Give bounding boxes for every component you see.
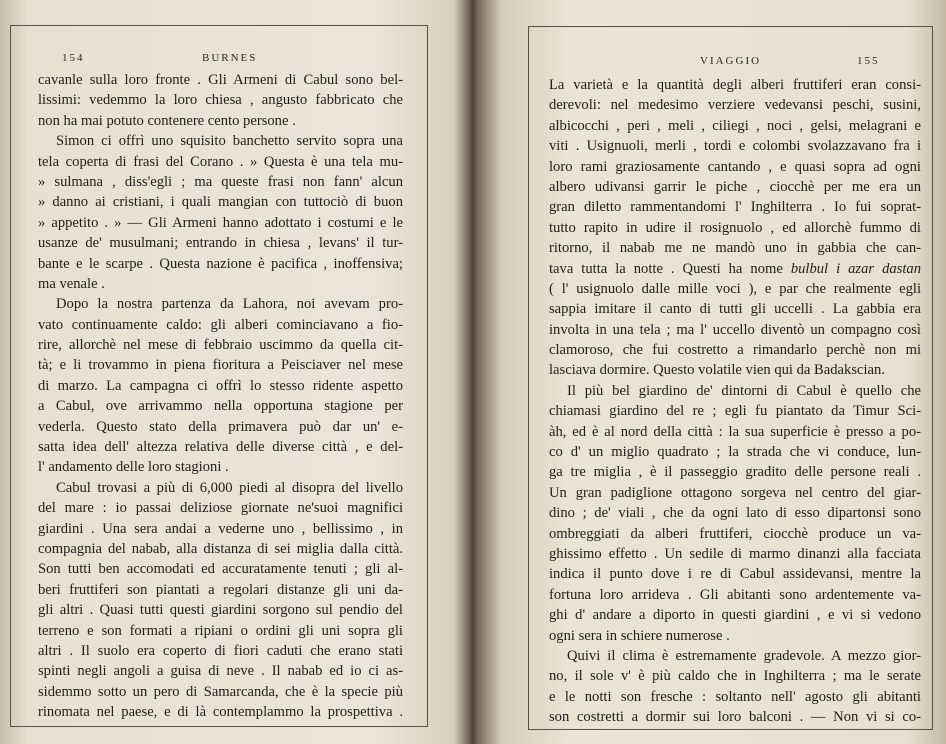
text-line: terreno e son formati a ripiani o ordini gli uni sopra gli (38, 622, 403, 639)
text-line: co d' un miglio quadrato ; la strada che vi conduce, lun- (549, 444, 921, 461)
text-line: son costretti a dormir sui loro balconi . — Non vi si co- (549, 709, 921, 726)
left-running-head: BURNES (202, 52, 258, 64)
text-line: ( l' usignuolo dalle mille voci ), e par che realmente egli (549, 280, 921, 297)
text-line: indica il punto dove i re di Cabul assidevansi, mentre la (549, 566, 921, 583)
text-line: ghi d' andare a diporto in questi giardini , e vi si vedono (549, 607, 921, 624)
text-line: satta idea dell' altezza relativa delle diverse città , e del- (38, 439, 403, 456)
text-line: bante e le scarpe . Questa nazione è pacifica , inoffensiva; (38, 255, 403, 272)
text-line: dino ; de' viali , che da ogni lato di esso dipartonsi sono (549, 505, 921, 522)
text-line: no, il sole v' è più caldo che in Inghilterra ; ma le serate (549, 668, 921, 685)
text-line: ga tre miglia , è il passeggio gradito delle persone reali . (549, 464, 921, 481)
text-line: altri . Il suolo era coperto di fiori caduti che erano stati (38, 642, 403, 659)
text-line: Quivi il clima è estremamente gradevole. A mezzo gior- (567, 647, 921, 664)
text-line: gran diletto rammentandomi l' Inghilterra . Io fui soprat- (549, 199, 921, 216)
text-line: usanze de' musulmani; entrando in chiesa , levans' il tur- (38, 235, 403, 252)
text-line: rire, allorchè nel mese di febbraio uscimmo da quella cit- (38, 337, 403, 354)
text-line: tava tutta la notte . Questi ha nome bulbul i azar dastan (549, 260, 922, 277)
text-line: loro rami graziosamente cantando , e quasi sopra ad ogni (549, 158, 921, 175)
text-line: fortuna loro arrideva . Gli abitanti sono ardentemente va- (549, 586, 921, 603)
text-line: a Cabul, ove arrivammo nella opportuna stagione per (38, 398, 403, 415)
text-line: compagnia del nabab, alla distanza di sei miglia dalla città. (38, 540, 403, 557)
text-line: La varietà e la quantità degli alberi fruttiferi eran consi- (549, 77, 921, 93)
text-line: viti . Usignuoli, merli , tordi e colombi svolazzavano fra i (549, 138, 921, 155)
text-line: albicocchi , peri , meli , ciliegi , noci , gelsi, melagrani e (549, 117, 921, 134)
text-line: albero udivansi garrir le piche , ciocchè per me era un (549, 178, 921, 195)
text-line: tela coperta di frasi del Corano . » Questa è una tela mu- (38, 153, 403, 170)
text-line: gli altri . Quasi tutti questi giardini sorgono sul pendio del (38, 602, 403, 619)
text-line: involta in una tela ; ma l' uccello diventò un compagno così (549, 321, 921, 338)
text-line: giardini . Una sera andai a vederne uno , bellissimo , in (38, 520, 403, 537)
text-line: clamoroso, che fui costretto a rimandarlo perchè non mi (549, 342, 921, 359)
text-line: Simon ci offrì uno squisito banchetto servito sopra una (56, 133, 403, 150)
text-line: vederla. Questo stato della primavera può dar un' e- (38, 418, 403, 435)
text-line: » sulmana , diss'egli ; ma queste frasi non fann' alcun (38, 173, 403, 190)
text-line: Il più bel giardino de' dintorni di Cabul è quello che (567, 382, 921, 399)
text-line: sappia imitare il canto di tutti gli uccelli . La gabbia era (549, 301, 921, 318)
right-running-head: VIAGGIO (700, 55, 762, 67)
text-line: derevoli: nel medesimo verziere vedevansi peschi, susini, (549, 97, 921, 114)
text-line: di marzo. La campagna ci offrì lo stesso ridente aspetto (38, 377, 403, 394)
left-page-number: 154 (62, 52, 85, 64)
text-line: Dopo la nostra partenza da Lahora, noi avevam pro- (56, 296, 403, 313)
text-line: ma venale . (38, 275, 105, 292)
text-line: e le notti son fresche : soltanto nell' agosto gli abitanti (549, 688, 921, 705)
text-line: cavanle sulla loro fronte . Gli Armeni di Cabul sono bel- (38, 72, 403, 88)
text-line: ombreggiati da alberi fruttiferi, ciocchè produce un va- (549, 525, 921, 542)
text-line: non ha mai potuto contenere cento persone . (38, 112, 296, 129)
left-page-body (38, 70, 403, 723)
left-page (0, 0, 468, 744)
right-page (478, 0, 946, 744)
text-line: ogni sera in schiere numerose . (549, 627, 730, 644)
text-line: » appetito . » — Gli Armeni hanno adottato i costumi e le (38, 214, 403, 231)
text-line: ritorno, il nabab me ne mandò uno in gabbia che can- (549, 240, 921, 257)
text-line: l' andamento delle loro stagioni . (38, 459, 229, 476)
text-line: tutto rapito in udire il rosignuolo , ed allorchè fummo di (549, 219, 921, 236)
right-page-body (549, 75, 921, 728)
text-line: del mare : io passai deliziose giornate ne'suoi magnifici (38, 500, 403, 517)
text-line: vato continuamente caldo: gli alberi cominciavano a fio- (38, 316, 403, 333)
text-line: ghissimo effetto . Un sedile di marmo dinanzi alla facciata (549, 545, 921, 562)
text-line: » danno ai cristiani, i quali mangian con tuttociò di buon (38, 194, 403, 211)
text-line: Cabul trovasi a più di 6,000 piedi al disopra del livello (56, 479, 403, 496)
text-line: àh, ed è al nord della città : la sua superficie è presso a po- (549, 423, 921, 440)
text-line: chiamasi giardino del re ; egli fu piantato da Timur Sci- (549, 403, 921, 420)
text-line: tà; e li trovammo in piena fioritura a Peisciaver nel mese (38, 357, 403, 374)
text-line: Son tutti ben accomodati ed accuratamente tenuti ; gli al- (38, 561, 403, 578)
text-line: lasciava dormire. Questo volatile vien qui da Badakscian. (549, 362, 885, 379)
text-line: beri fruttiferi son piantati a regolari distanze gli uni da- (38, 581, 403, 598)
text-line: spinti negli angoli a guisa di neve . Il nabab ed io ci as- (38, 663, 403, 680)
text-line: lissimi: vedemmo la loro chiesa , angusto fabbricato che (38, 92, 403, 109)
text-line: Un gran padiglione ottagono sorgeva nel centro del giar- (549, 484, 921, 501)
right-page-number: 155 (857, 55, 880, 67)
text-line: sidemmo sotto un pero di Samarcanda, che è la specie più (38, 683, 403, 700)
text-line: rinomata nel paese, e di là contemplammo la prospettiva . (38, 704, 403, 721)
